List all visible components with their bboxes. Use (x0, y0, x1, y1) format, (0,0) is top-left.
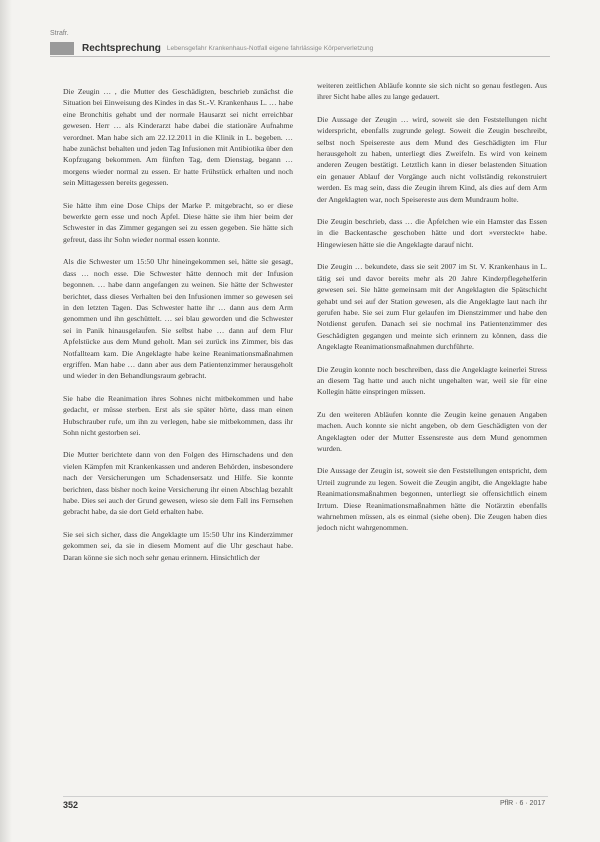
header-title: Rechtsprechung (82, 43, 161, 54)
paragraph: Die Aussage der Zeugin … wird, soweit sie den Feststellungen nicht widerspricht, ebenfalls zugrunde gelegt. Soweit die Zeugin beschreibt, selbst noch Speisereste aus dem Mund des Geschädigten im Flur herausgeholt zu haben, unterliegt dies Zweifeln. Es wird von keinem anderen Zeugen bestätigt. Letztlich kann in dieser belastenden Situation ein genauer Ablauf der Vorgänge auch nicht vollständig rekonstruiert werden. Es mag sein, dass die Zeugin ihrem Kind, als dies auf dem Arm der Angeklagten war, noch Speisereste aus dem Mundraum holte. (317, 114, 547, 204)
paragraph: Sie habe die Reanimation ihres Sohnes nicht mitbekommen und habe gedacht, er müsse sterben. Erst als sie später hörte, dass man einen Hubschrauber rufe, um ihn zu verlegen, habe sie mitbekommen, dass ihr Sohn nicht gestorben sei. (63, 393, 293, 437)
paragraph: Zu den weiteren Abläufen konnte die Zeugin keine genauen Angaben machen. Auch konnte sie nicht angeben, ob dem Geschädigten von der Angeklagten oder der Mutter Essensreste aus dem Mund genommen wurden. (317, 409, 547, 453)
paragraph: Die Zeugin … bekundete, dass sie seit 2007 im St. V. Krankenhaus in L. tätig sei und davor bereits mehr als 20 Jahre Kinderpflegehelferin gewesen sei. Sie hätte gemeinsam mit der Angeklagten die Spätschicht gehabt und sei auf der Station gewesen, als die Angeklagte laut nach ihr gerufen habe. Sie sei zum Flur gelaufen im Dienstzimmer und habe den Notdienst gerufen. Danach sei sie nochmal ins Patientenzimmer des Geschädigten gegangen und meinte sich erinnern zu können, dass die Angeklagte Reanimationsmaßnahmen durchführte. (317, 262, 547, 352)
header-marker (50, 42, 74, 55)
paragraph: Die Zeugin beschrieb, dass … die Äpfelchen wie ein Hamster das Essen in die Backentasche geschoben hätte und dort »versteckt« habe. Hingewiesen hätte sie die Angeklagte darauf nicht. (317, 217, 547, 249)
section-tag: Strafr. (50, 30, 69, 37)
header-subtitle: Lebensgefahr Krankenhaus-Notfall eigene fahrlässige Körperverletzung (166, 45, 374, 52)
paragraph: Als die Schwester um 15:50 Uhr hineingekommen sei, hätte sie gesagt, dass … noch esse. Die Schwester hätte dennoch mit der Infusion begonnen. … habe dann angefangen zu weinen. Sie hätte der Schwester berichtet, dass dieses Verhalten bei den Infusionen immer so gewesen sei in den letzten Tagen. Das Schwester hatte ihr … dann aus dem Arm genommen und ihn geschüttelt. … sei blau geworden und die Schwester sei in Panik hinausgelaufen. Sie selbst habe … dann auf dem Flur Apfelstücke aus dem Mund geholt. Man sei zurück ins Zimmer, bis das Notfallteam kam. Die Angeklagte habe keine Reanimationsmaßnahmen ergriffen. Man habe … dann aber aus dem Patientenzimmer herausgeholt und wieder in den Behandlungsraum gebracht. (63, 257, 293, 381)
left-column (63, 86, 293, 574)
running-header (50, 41, 550, 57)
paragraph: Die Zeugin konnte noch beschreiben, dass die Angeklagte keinerlei Stress an diesem Tag hatte und auch nicht ungehalten war, weil sie für eine Kollegin hätte einspringen müssen. (317, 364, 547, 397)
journal-reference: PflR · 6 · 2017 (500, 800, 546, 807)
scan-page-edge (0, 0, 12, 842)
footer-divider (63, 796, 548, 797)
paragraph: Die Mutter berichtete dann von den Folgen des Hirnschadens und den vielen Kämpfen mit Krankenkassen und anderen Behörden, insbesondere nach der Versicherungen um Schadensersatz und Hilfe. Sie konnte berichten, dass bisher noch keine Versicherung ihr einen Abschlag bezahlt habe. Dies sei auch der Grund gewesen, wieso sie dem Fall ins Fernsehen gebracht habe, da sie dort Geld erhalten habe. (63, 450, 293, 517)
paragraph: Sie hätte ihm eine Dose Chips der Marke P. mitgebracht, so er diese bewerkte gern esse und noch Äpfel. Diese hätte sie ihm hier beim der Schwester in das Zimmer gegangen sei zu essen gegeben. Sie hätte sich gefreut, dass ihr Sohn wieder normal essen konnte. (63, 200, 293, 244)
paragraph: Sie sei sich sicher, dass die Angeklagte um 15:50 Uhr ins Kinderzimmer gekommen sei, da sie in diesem Moment auf die Uhr geschaut habe. Daran könne sie sich noch sehr genau erinnern. Hinsichtlich der (63, 529, 293, 562)
paragraph: weiteren zeitlichen Abläufe konnte sie sich nicht so genau festlegen. Aus ihrer Sicht habe alles zu lange gedauert. (317, 81, 547, 102)
paragraph: Die Zeugin … , die Mutter des Geschädigten, beschrieb zunächst die Situation bei Einweisung des Kindes in das St.-V. Krankenhaus L. … habe eine Bronchitis gehabt und der normale Hausarzt sei nicht erreichbar gewesen. Herr … als Kinderarzt habe dabei die stationäre Aufnahme verordnet. Man habe sich am 22.12.2011 in die Klinik in L. begeben. … habe zunächst behalten und jeden Tag Infusionen mit Antibiotika über den Kopfzugang bekommen. Am fünften Tag, dem Dienstag, begann … morgens wieder normal zu essen. Er hatte Frühstück erhalten und noch sein Mittagessen bereits gegessen. (63, 87, 293, 188)
paragraph: Die Aussage der Zeugin ist, soweit sie den Feststellungen entspricht, dem Urteil zugrunde zu legen. Soweit die Zeugin angibt, die Angeklagte habe Reanimationsmaßnahmen begonnen, unterliegt sie offensichtlich einem Irrtum. Diese Reanimationsmaßnahmen hätte die Notärztin ebenfalls wahrnehmen müssen, als es einmal (siehe oben). Die Zeugen haben dies jedoch nicht wahrgenommen. (317, 466, 547, 533)
page-number: 352 (63, 800, 79, 810)
right-column (317, 80, 547, 545)
